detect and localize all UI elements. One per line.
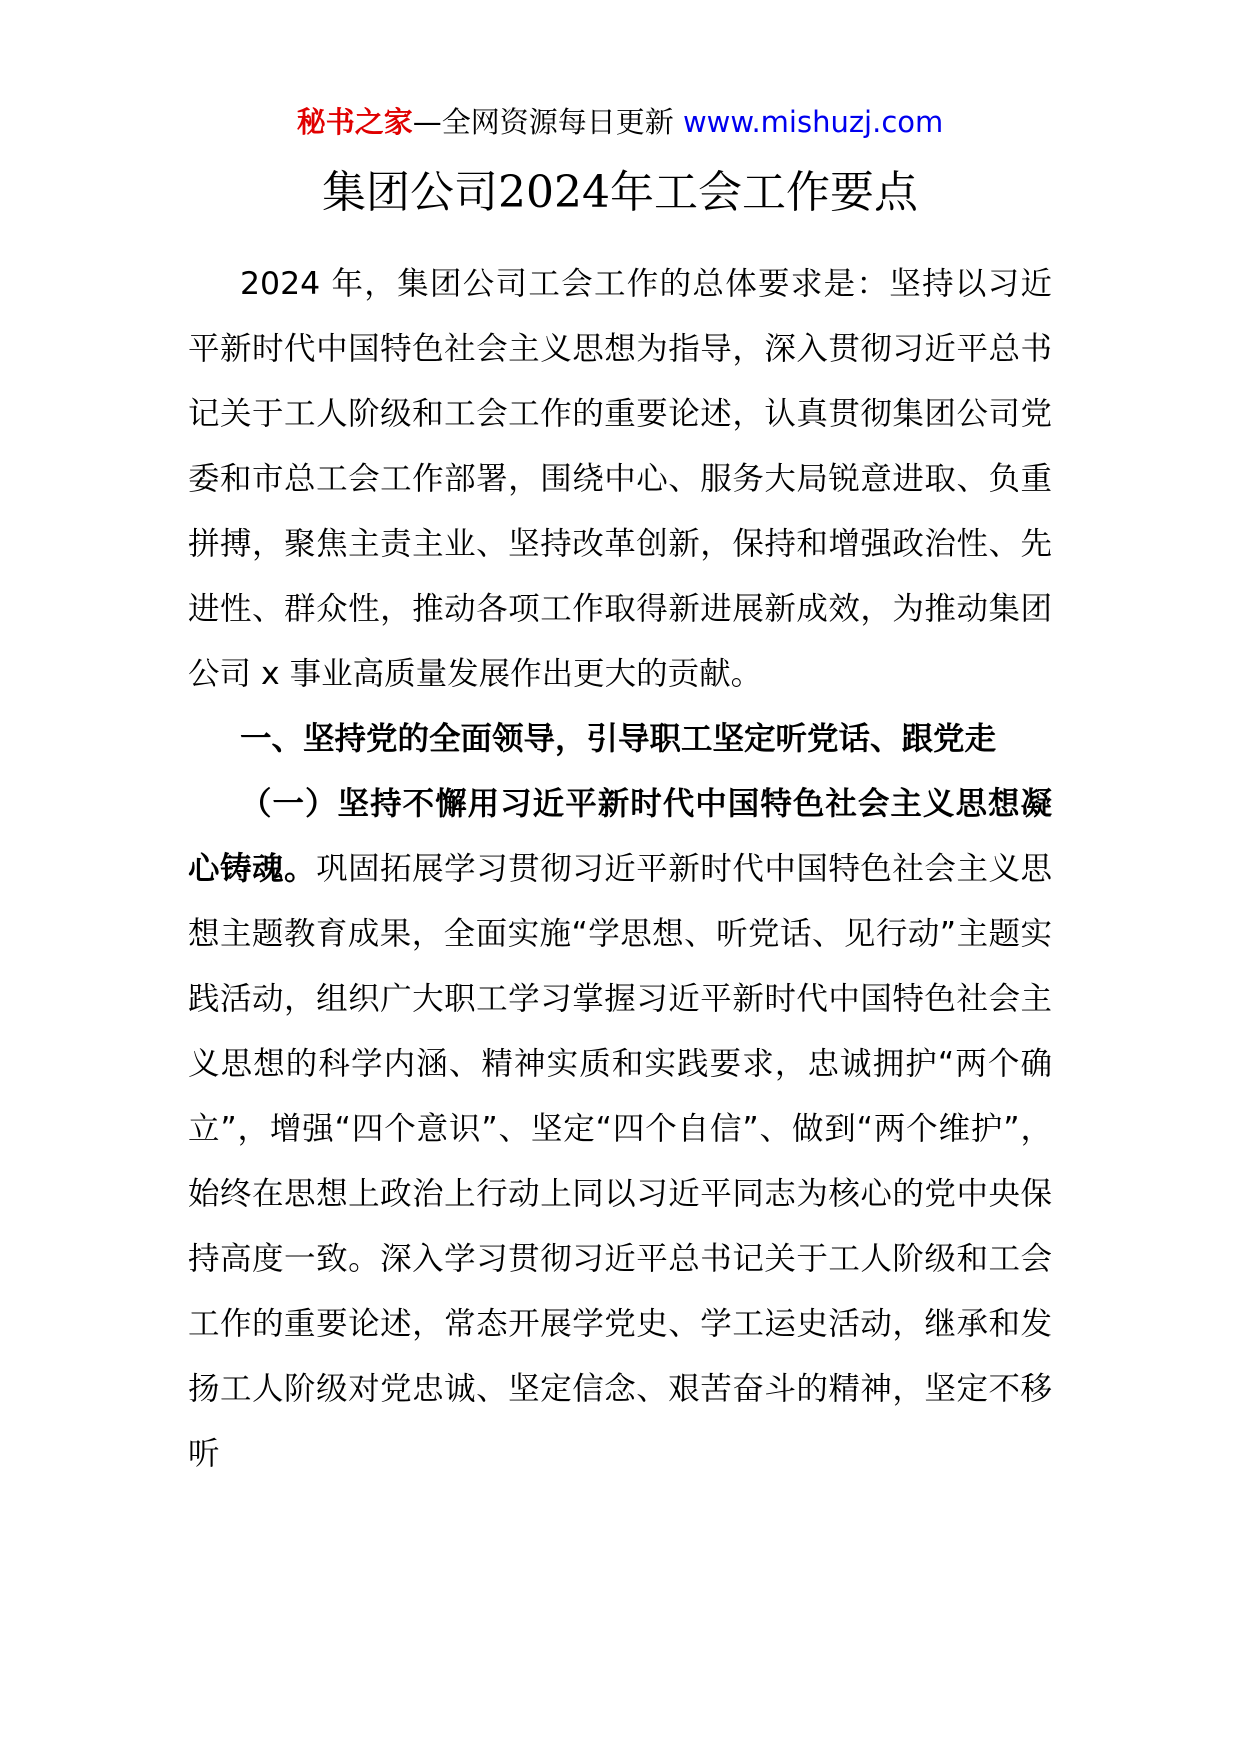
- subsection-paragraph: [188, 772, 1052, 1487]
- site-header: [0, 100, 1240, 144]
- intro-paragraph: 2024 年，集团公司工会工作的总体要求是：坚持以习近平新时代中国特色社会主义思想为指导，深入贯彻习近平总书记关于工人阶级和工会工作的重要论述，认真贯彻集团公司党委和市总工会工作部署，围绕中心、服务大局锐意进取、负重拼搏，聚焦主责主业、坚持改革创新，保持和增强政治性、先进性、群众性，推动各项工作取得新进展新成效，为推动集团公司 x 事业高质量发展作出更大的贡献。: [188, 266, 1052, 692]
- brand-name: 秘书之家: [296, 105, 413, 139]
- site-url-link[interactable]: www.mishuzj.com: [682, 105, 944, 139]
- title-prefix: 集团公司: [322, 167, 498, 218]
- document-title: [0, 160, 1240, 226]
- document-body: [188, 252, 1052, 1487]
- subsection-bold-lead: （一）坚持不懈用习近平新时代中国特色社会主义思想凝心铸魂。: [188, 786, 1052, 887]
- subsection-body: 巩固拓展学习贯彻习近平新时代中国特色社会主义思想主题教育成果，全面实施“学思想、听党话、见行动”主题实践活动，组织广大职工学习掌握习近平新时代中国特色社会主义思想的科学内涵、精神实质和实践要求，忠诚拥护“两个确立”，增强“四个意识”、坚定“四个自信”、做到“两个维护”，始终在思想上政治上行动上同以习近平同志为核心的党中央保持高度一致。深入学习贯彻习近平总书记关于工人阶级和工会工作的重要论述，常态开展学党史、学工运史活动，继承和发扬工人阶级对党忠诚、坚定信念、艰苦奋斗的精神，坚定不移听: [188, 851, 1052, 1472]
- title-suffix: 年工会工作要点: [609, 167, 918, 218]
- header-tagline: —全网资源每日更新: [412, 105, 683, 139]
- title-year: 2024: [498, 167, 610, 218]
- section-heading: 一、坚持党的全面领导，引导职工坚定听党话、跟党走: [240, 721, 997, 757]
